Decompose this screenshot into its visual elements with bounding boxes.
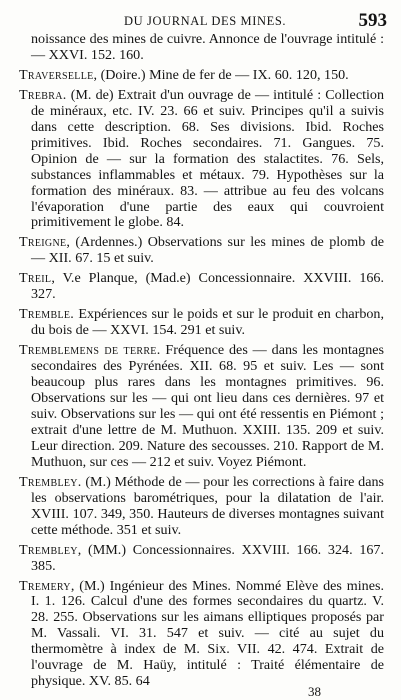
index-entry-tremble xyxy=(19,307,384,339)
index-entry-trebra xyxy=(19,88,384,232)
entry-text: (M.) Méthode de — pour les corrections à faire dans les observations barométriques, pour la dilatation de l'air. XVIII. 107. 349, 350. Hauteurs de diverses montagnes suivant cette méthode. 351 et suiv. xyxy=(31,473,384,538)
entry-heading: Trebra. xyxy=(19,86,67,103)
entry-heading: Treil xyxy=(19,270,52,287)
entry-heading: Tremblemens de terre. xyxy=(19,342,161,359)
index-entry-traverselle xyxy=(19,68,384,84)
index-entry-continuation xyxy=(19,32,384,64)
entry-heading: Traverselle xyxy=(19,66,94,83)
entry-heading: Tremble. xyxy=(19,306,75,323)
page-number: 593 xyxy=(358,10,387,31)
entry-text: , (M.) Ingénieur des Mines. Nommé Elève des mines. I. 1. 126. Calcul d'une des formes secondaires du quartz. V. 28. 255. Observations sur les aimans elliptiques proposés par M. Vassali. VI. 31. 547 et suiv. — cité au sujet du thermomètre à index de M. Six. VII. 42. 474. Extrait de l'ouvrage de M. Haüy, intitulé : Traité élémentaire de physique. XV. 85. 64 xyxy=(31,577,384,690)
entry-text: noissance des mines de cuivre. Annonce de l'ouvrage intitulé : — XXVI. 152. 160. xyxy=(31,31,384,63)
index-entry-treil xyxy=(19,271,384,303)
entry-text: , V.e Planque, (Mad.e) Concessionnaire. XXVIII. 166. 327. xyxy=(31,270,384,303)
entry-heading: Trembley. xyxy=(19,473,82,490)
index-entry-tremery xyxy=(19,579,384,691)
entry-text: Fréquence des — dans les montagnes secondaires des Pyrénées. XII. 68. 95 et suiv. Les — sont beaucoup plus rares dans les montagnes primitives. 96. Observations sur les — qui ont lieu dans ces dernières. 97 et suiv. Observations sur les — qui ont été ressentis en Piémont ; extrait d'une lettre de M. Muthuon. XXIII. 135. 209 et suiv. Leur direction. 209. Nature des secousses. 210. Rapport de M. Muthuon, sur ces — 212 et suiv. Voyez Piémont. xyxy=(31,342,384,470)
index-body xyxy=(19,32,384,694)
index-entry-treigne xyxy=(19,235,384,267)
signature-mark: 38 xyxy=(308,684,321,699)
entry-text: , (Ardennes.) Observations sur les mines de plomb de — XII. 67. 15 et suiv. xyxy=(31,234,384,267)
entry-text: , (Doire.) Mine de fer de — IX. 60. 120, 150. xyxy=(93,66,349,83)
entry-text: Expériences sur le poids et sur le produit en charbon, du bois de — XXVI. 154. 291 et suiv. xyxy=(31,306,384,339)
entry-heading: Trembley xyxy=(19,541,78,558)
index-entry-trembley-m xyxy=(19,475,384,539)
index-entry-trembley-mm xyxy=(19,543,384,575)
index-entry-tremblemens xyxy=(19,343,384,471)
running-title: DU JOURNAL DES MINES. xyxy=(124,14,287,28)
entry-text: , (MM.) Concessionnaires. XXVIII. 166. 324. 167. 385. xyxy=(31,541,384,574)
running-head xyxy=(0,10,401,32)
entry-text: (M. de) Extrait d'un ouvrage de — intitulé : Collection de minéraux, etc. IV. 23. 66 et suiv. Principes qu'il a suivis dans cette description. 68. Ses divisions. Ibid. Roches primitives. Ibid. Roches secondaires. 71. Gangues. 75. Opinion de — sur la formation des stalactites. 76. Sels, substances inflammables et métaux. 79. Hypothèses sur la formation des minéraux. 83. — attribue au feu des volcans l'évaporation d'une partie des eaux qui couvroient primitivement le globe. 84. xyxy=(31,86,384,231)
entry-heading: Treigne xyxy=(19,234,67,251)
entry-heading: Tremery xyxy=(19,577,71,594)
